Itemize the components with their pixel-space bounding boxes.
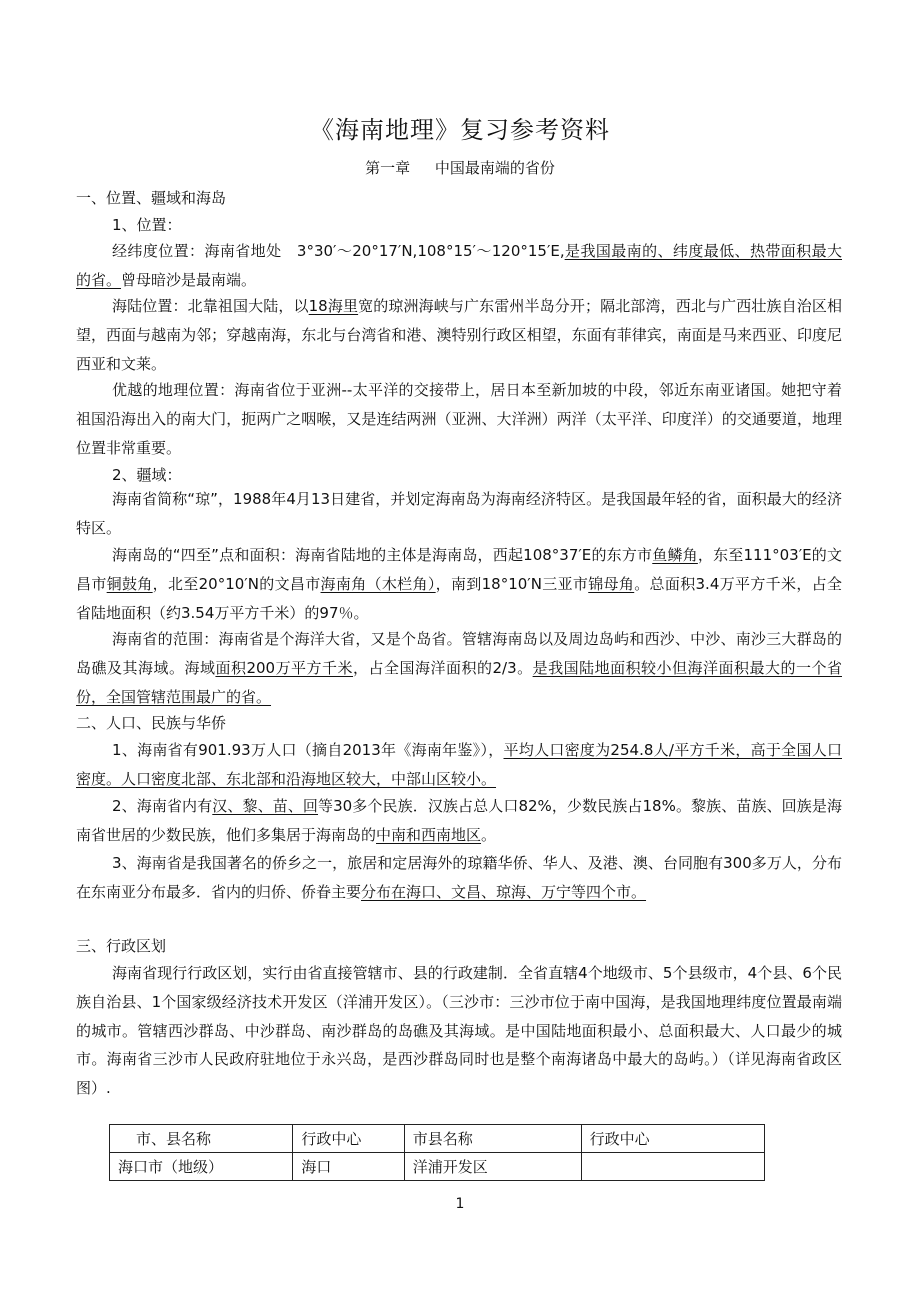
table-row (110, 1153, 765, 1181)
paragraph-location-advantage: 优越的地理位置：海南省位于亚洲--太平洋的交接带上，居日本至新加坡的中段，邻近东南亚诸国。她把守着祖国沿海出入的南大门，扼两广之咽喉，又是连结两洲（亚洲、大洋洲）两洋（太平洋、印度洋）的交通要道，地理位置非常重要。 (76, 381, 842, 457)
paragraph-population: 1、海南省有901.93万人口（摘自2013年《海南年鉴》），平均人口密度为254.8人/平方千米，高于全国人口密度。人口密度北部、东北部和沿海地区较大，中部山区较小。 (76, 741, 842, 788)
page-number: 1 (455, 1196, 465, 1212)
table-header-row (110, 1125, 765, 1153)
paragraph-ethnic-groups: 2、海南省内有汉、黎、苗、回等30多个民族．汉族占总人口82%，少数民族占18%。黎族、苗族、回族是海南省世居的少数民族，他们多集居于海南岛的中南和西南地区。 (76, 797, 842, 844)
paragraph-land-sea: 海陆位置：北靠祖国大陆，以18海里宽的琼洲海峡与广东雷州半岛分开；隔北部湾，西北与广西壮族自治区相望，西面与越南为邻；穿越南海，东北与台湾省和港、澳特别行政区相望，东面有菲律宾，南面是马来西亚、印度尼西亚和文莱。 (76, 297, 842, 373)
table-header-cell: 行政中心 (581, 1125, 764, 1153)
admin-table (109, 1124, 765, 1181)
section-heading-1: 一、位置、疆域和海岛 (76, 189, 227, 207)
chapter-heading (0, 157, 920, 178)
table-cell (581, 1153, 764, 1181)
subheading-position: 1、位置： (112, 216, 182, 234)
paragraph-extremities: 海南岛的“四至”点和面积：海南省陆地的主体是海南岛，西起108°37′E的东方市鱼鳞角，东至111°03′E的文昌市铜鼓角，北至20°10′N的文昌市海南角（木栏角），南到18°10′N三亚市锦母角。总面积3.4万平方千米，占全省陆地面积（约3.54万平方千米）的97％。 (76, 546, 842, 622)
paragraph-latlon: 经纬度位置：海南省地处 3°30′～20°17′N,108°15′～120°15′E,是我国最南的、纬度最低、热带面积最大的省。曾母暗沙是最南端。 (76, 242, 842, 289)
subheading-territory: 2、疆域： (112, 466, 182, 484)
chapter-number: 第一章 (365, 159, 411, 177)
table-cell: 海口 (293, 1153, 404, 1181)
table-header-cell: 市县名称 (404, 1125, 581, 1153)
table-cell: 洋浦开发区 (404, 1153, 581, 1181)
table-header-cell: 行政中心 (293, 1125, 404, 1153)
section-heading-3: 三、行政区划 (76, 937, 167, 955)
section-heading-2: 二、人口、民族与华侨 (76, 714, 227, 732)
table-header-cell: 市、县名称 (110, 1125, 293, 1153)
paragraph-overseas-chinese: 3、海南省是我国著名的侨乡之一，旅居和定居海外的琼籍华侨、华人、及港、澳、台同胞有300多万人，分布在东南亚分布最多．省内的归侨、侨眷主要分布在海口、文昌、琼海、万宁等四个市。 (76, 854, 842, 901)
paragraph-province: 海南省简称“琼”，1988年4月13日建省，并划定海南岛为海南经济特区。是我国最年轻的省，面积最大的经济特区。 (76, 490, 842, 537)
document-title: 《海南地理》复习参考资料 (310, 116, 610, 144)
table-cell: 海口市（地级） (110, 1153, 293, 1181)
paragraph-administrative: 海南省现行行政区划，实行由省直接管辖市、县的行政建制．全省直辖4个地级市、5个县级市，4个县、6个民族自治县、1个国家级经济技术开发区（洋浦开发区）。（三沙市：三沙市位于南中国海，是我国地理纬度位置最南端的城市。管辖西沙群岛、中沙群岛、南沙群岛的岛礁及其海域。是中国陆地面积最小、总面积最大、人口最少的城市。海南省三沙市人民政府驻地位于永兴岛，是西沙群岛同时也是整个南海诸岛中最大的岛屿。）（详见海南省政区图）. (76, 964, 842, 1098)
chapter-name: 中国最南端的省份 (434, 159, 555, 177)
paragraph-scope: 海南省的范围：海南省是个海洋大省，又是个岛省。管辖海南岛以及周边岛屿和西沙、中沙、南沙三大群岛的岛礁及其海域。海域面积200万平方千米，占全国海洋面积的2/3。是我国陆地面积较小但海洋面积最大的一个省份，全国管辖范围最广的省。 (76, 630, 842, 706)
